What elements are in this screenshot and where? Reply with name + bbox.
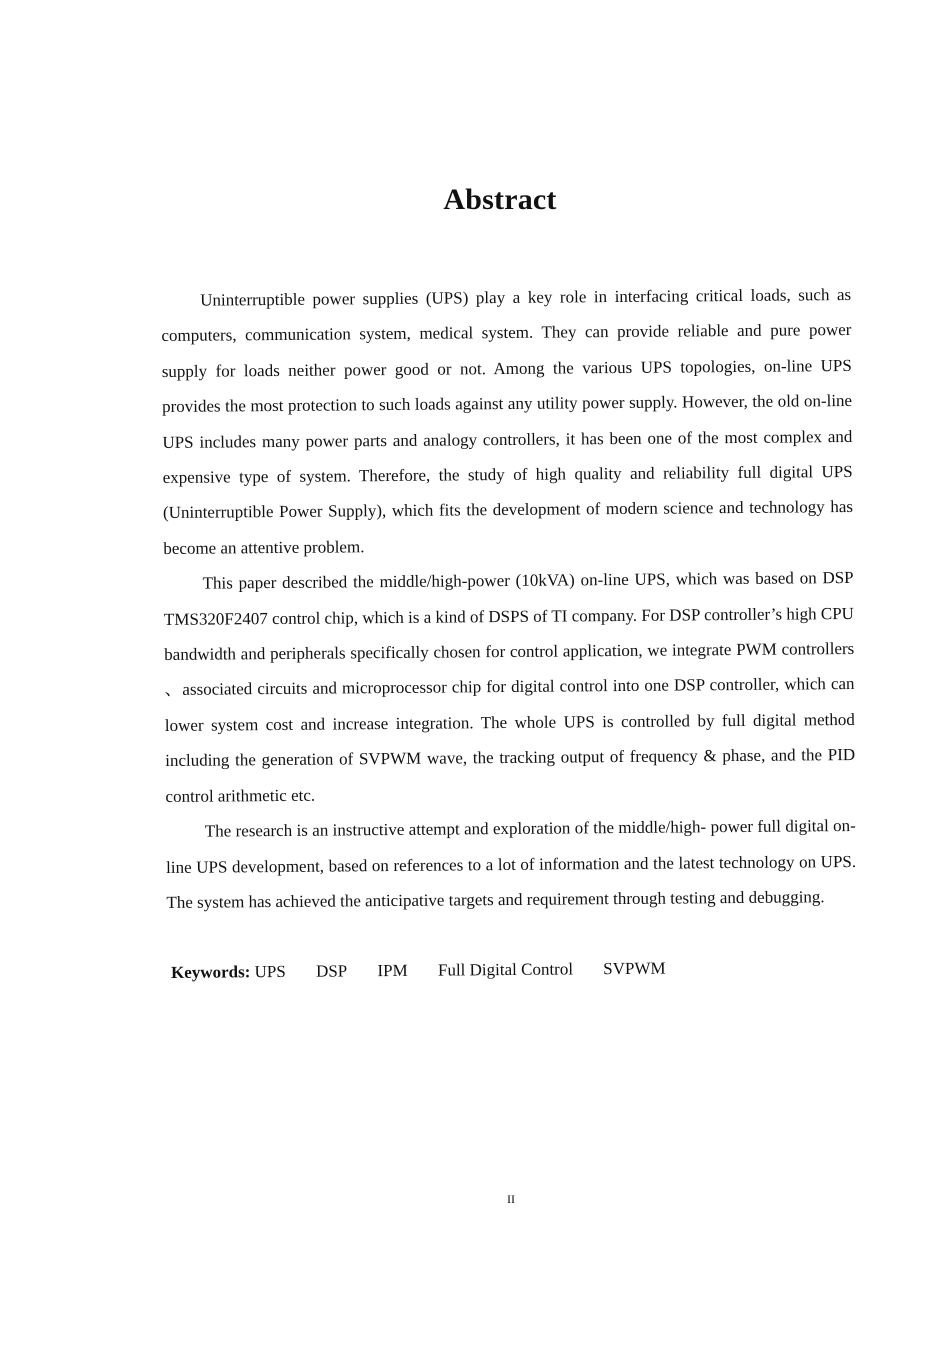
keyword-dsp: DSP [315,961,348,981]
keyword-svpwm: SVPWM [603,958,666,979]
paragraph-2: This paper described the middle/high-power (10kVA) on-line UPS, which was based on DSP TMS320F2407 control chip, which is a kind of DSPS of TI company. For DSP controller’s high CPU bandwidth and peripherals specifically chosen for control application, we integrate PWM controllers 、associated circuits and microprocessor chip for digital control into one DSP controller, which can lower system cost and increase integration. The whole UPS is controlled by full digital method including the generation of SVPWM wave, the tracking output of frequency & phase, and the PID control arithmetic etc. [163,568,856,806]
paragraph-1: Uninterruptible power supplies (UPS) play a key role in interfacing critical loads, such as computers, communication system, medical system. They can provide reliable and pure power supply for loads neither power good or not. Among the various UPS topologies, on-line UPS provides the most protection to such loads against any utility power supply. However, the old on-line UPS includes many power parts and analogy controllers, it has been one of the most complex and expensive type of system. Therefore, the study of high quality and reliability full digital UPS (Uninterruptible Power Supply), which fits the development of modern science and technology has become an attentive problem. [161,284,854,558]
keywords-line [171,954,857,986]
paragraph-3: The research is an instructive attempt and exploration of the middle/high- power full digital on-line UPS development, based on references to a lot of information and the latest technology on UPS. The system has achieved the anticipative targets and requirement through testing and debugging. [166,816,857,912]
keyword-ups: UPS [254,962,286,982]
keywords-label: Keywords: [170,962,251,983]
page-number: II [507,1192,515,1206]
abstract-title: Abstract [443,183,557,216]
abstract-body [161,277,857,986]
keyword-full-digital-control: Full Digital Control [437,959,574,980]
keyword-ipm: IPM [377,961,408,981]
